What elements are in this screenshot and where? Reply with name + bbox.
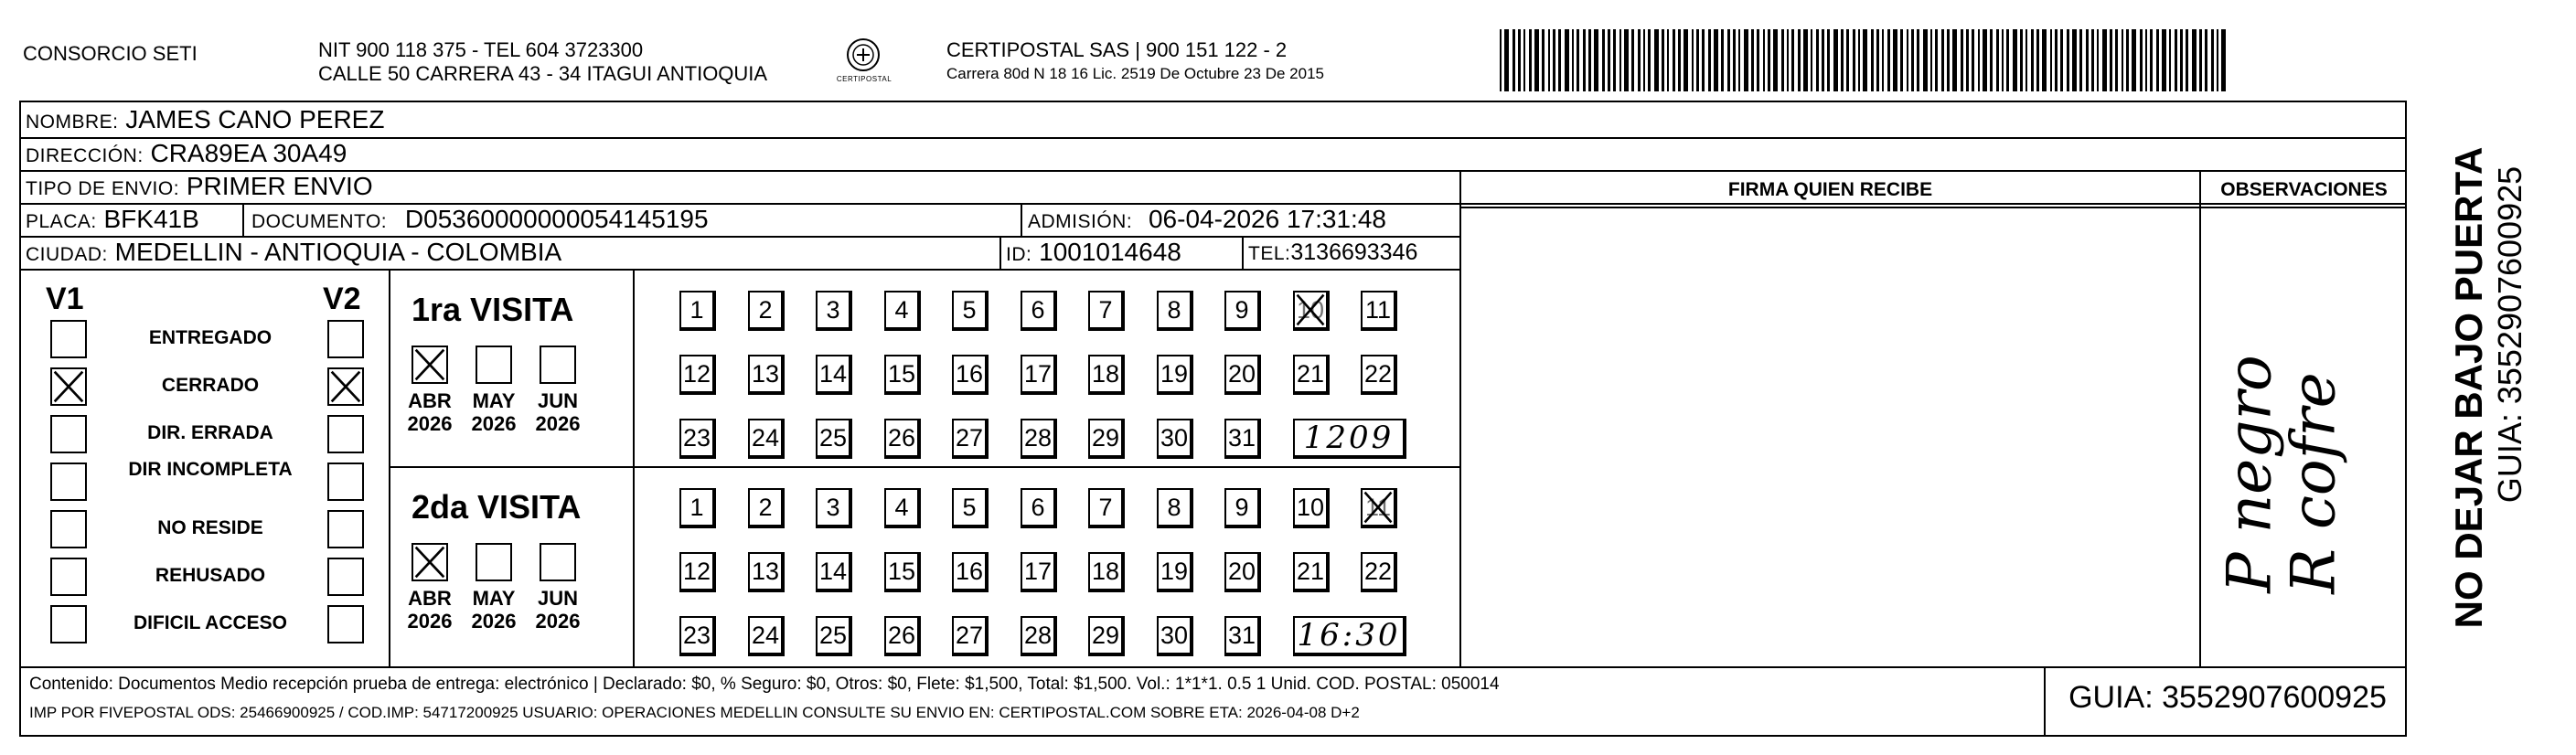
day-checkbox[interactable] <box>816 616 852 656</box>
day-number: 19 <box>1160 360 1189 388</box>
day-checkbox[interactable] <box>1157 616 1193 656</box>
day-checkbox[interactable] <box>1088 355 1125 395</box>
visit-title: 2da VISITA <box>412 488 582 526</box>
day-checkbox[interactable] <box>1157 355 1193 395</box>
day-checkbox[interactable] <box>679 291 716 331</box>
v1-checkbox[interactable] <box>50 463 87 501</box>
v1-checkbox[interactable] <box>50 415 87 453</box>
month-label: ABR 2026 <box>407 389 453 435</box>
day-checkbox[interactable] <box>1157 552 1193 592</box>
barcode <box>1500 29 2229 91</box>
day-number: 10 <box>1296 494 1325 521</box>
day-number: 30 <box>1160 424 1189 452</box>
day-checkbox[interactable] <box>1361 355 1397 395</box>
day-number: 15 <box>887 558 916 585</box>
day-checkbox[interactable] <box>748 616 785 656</box>
status-label: DIR INCOMPLETA <box>128 459 293 480</box>
id-label: ID: <box>1006 244 1032 265</box>
recipient-name: JAMES CANO PEREZ <box>125 105 385 133</box>
day-checkbox[interactable] <box>748 552 785 592</box>
city-field <box>26 236 561 271</box>
day-number: 29 <box>1091 622 1120 649</box>
day-checkbox[interactable] <box>1293 488 1330 528</box>
type-field <box>26 170 373 206</box>
day-number: 7 <box>1098 494 1113 521</box>
month-checkbox[interactable] <box>540 346 576 384</box>
day-checkbox[interactable] <box>816 291 852 331</box>
day-checkbox[interactable] <box>1293 552 1330 592</box>
v2-checkbox[interactable] <box>327 415 364 453</box>
day-checkbox[interactable] <box>884 419 921 459</box>
day-checkbox[interactable] <box>816 355 852 395</box>
no-leave-under-door: NO DEJAR BAJO PUERTA <box>2447 146 2490 629</box>
day-number: 21 <box>1296 360 1325 388</box>
day-checkbox[interactable] <box>952 355 989 395</box>
day-number: 20 <box>1227 360 1256 388</box>
imp-line: IMP POR FIVEPOSTAL ODS: 25466900925 / COD.IMP: 54717200925 USUARIO: OPERACIONES MEDELLIN CONSULTE SU ENVIO EN: CERTIPOSTAL.COM SOBRE ETA: 2026-04-08 D+2 <box>29 704 1360 721</box>
plate-field <box>26 203 199 239</box>
day-number: 18 <box>1091 558 1120 585</box>
day-number: 11 <box>1364 296 1392 324</box>
day-checkbox[interactable] <box>1021 616 1057 656</box>
day-number: 6 <box>1031 296 1045 324</box>
day-checkbox[interactable] <box>952 488 989 528</box>
day-number: 14 <box>818 360 848 388</box>
nit-line: NIT 900 118 375 - TEL 604 3723300 <box>318 38 644 61</box>
month-checkbox[interactable] <box>476 346 512 384</box>
day-number: 31 <box>1227 424 1256 452</box>
v2-checkbox[interactable] <box>327 367 364 406</box>
day-number: 17 <box>1023 558 1053 585</box>
day-number: 13 <box>751 558 780 585</box>
v1-checkbox[interactable] <box>50 320 87 358</box>
time-box[interactable] <box>1293 419 1406 459</box>
day-number: 10 <box>1296 296 1325 324</box>
side-guia: GUIA: 3552907600925 <box>2491 165 2528 504</box>
day-checkbox[interactable] <box>679 488 716 528</box>
month-checkbox[interactable] <box>412 543 448 581</box>
plate-label: PLACA: <box>26 211 97 232</box>
day-checkbox[interactable] <box>1157 291 1193 331</box>
signature-header: FIRMA QUIEN RECIBE <box>1727 179 1933 200</box>
plate-value: BFK41B <box>103 205 199 233</box>
document-value: D05360000000054145195 <box>404 205 709 233</box>
day-checkbox[interactable] <box>884 488 921 528</box>
day-number: 4 <box>894 296 909 324</box>
day-checkbox[interactable] <box>952 616 989 656</box>
license-line: Carrera 80d N 18 16 Lic. 2519 De Octubre 23 De 2015 <box>946 65 1324 82</box>
day-checkbox[interactable] <box>1224 355 1261 395</box>
day-number: 24 <box>751 622 780 649</box>
day-number: 22 <box>1363 558 1393 585</box>
handwritten-time: 1209 <box>1303 420 1395 456</box>
day-number: 5 <box>962 296 977 324</box>
day-number: 8 <box>1167 494 1181 521</box>
city-value: MEDELLIN - ANTIOQUIA - COLOMBIA <box>114 238 562 266</box>
day-checkbox[interactable] <box>1088 419 1125 459</box>
status-label: NO RESIDE <box>157 517 263 538</box>
day-checkbox[interactable] <box>1021 355 1057 395</box>
day-number: 20 <box>1227 558 1256 585</box>
day-checkbox[interactable] <box>1021 552 1057 592</box>
day-number: 14 <box>818 558 848 585</box>
day-checkbox[interactable] <box>748 419 785 459</box>
day-number: 1 <box>689 494 704 521</box>
day-checkbox[interactable] <box>816 552 852 592</box>
month-checkbox[interactable] <box>476 543 512 581</box>
day-checkbox[interactable] <box>1157 419 1193 459</box>
name-label: NOMBRE: <box>26 112 119 133</box>
logo-text: CERTIPOSTAL <box>836 75 893 83</box>
company-name: CONSORCIO SETI <box>23 42 198 65</box>
type-label: TIPO DE ENVIO: <box>26 178 180 199</box>
x-mark-icon <box>1363 490 1394 525</box>
status-label: DIFICIL ACCESO <box>133 612 287 633</box>
id-value: 1001014648 <box>1039 238 1181 266</box>
document-label: DOCUMENTO: <box>251 211 388 232</box>
day-number: 25 <box>818 622 848 649</box>
day-checkbox[interactable] <box>748 291 785 331</box>
v1-checkbox[interactable] <box>50 367 87 406</box>
day-number: 26 <box>887 424 916 452</box>
month-checkbox[interactable] <box>540 543 576 581</box>
v2-label: V2 <box>323 282 361 316</box>
day-number: 27 <box>955 622 984 649</box>
day-number: 24 <box>751 424 780 452</box>
day-checkbox[interactable] <box>1224 552 1261 592</box>
day-checkbox[interactable] <box>884 291 921 331</box>
day-checkbox[interactable] <box>679 552 716 592</box>
day-checkbox[interactable] <box>884 616 921 656</box>
v1-label: V1 <box>46 282 84 316</box>
day-number: 6 <box>1031 494 1045 521</box>
day-number: 16 <box>955 558 984 585</box>
day-number: 17 <box>1023 360 1053 388</box>
address-label: DIRECCIÓN: <box>26 145 144 166</box>
day-number: 8 <box>1167 296 1181 324</box>
day-checkbox[interactable] <box>1293 355 1330 395</box>
v2-checkbox[interactable] <box>327 320 364 358</box>
admission-field <box>1028 203 1386 239</box>
day-checkbox[interactable] <box>748 355 785 395</box>
x-mark-icon <box>329 369 362 404</box>
day-checkbox[interactable] <box>1088 552 1125 592</box>
day-checkbox[interactable] <box>1224 419 1261 459</box>
day-number: 9 <box>1235 494 1249 521</box>
day-number: 18 <box>1091 360 1120 388</box>
day-number: 26 <box>887 622 916 649</box>
day-checkbox[interactable] <box>816 419 852 459</box>
v2-checkbox[interactable] <box>327 510 364 548</box>
x-mark-icon <box>413 545 446 580</box>
side-text <box>2414 128 2528 640</box>
day-checkbox[interactable] <box>1361 291 1397 331</box>
day-number: 2 <box>758 494 773 521</box>
day-checkbox[interactable] <box>1088 616 1125 656</box>
month-label: JUN 2026 <box>535 389 581 435</box>
id-field <box>1006 236 1181 271</box>
day-number: 4 <box>894 494 909 521</box>
day-number: 1 <box>689 296 704 324</box>
day-checkbox[interactable] <box>884 355 921 395</box>
x-mark-icon <box>52 369 85 404</box>
handwritten-time: 16:30 <box>1297 617 1401 654</box>
day-number: 30 <box>1160 622 1189 649</box>
address-field <box>26 137 347 173</box>
day-checkbox[interactable] <box>884 552 921 592</box>
v1-checkbox[interactable] <box>50 510 87 548</box>
day-number: 19 <box>1160 558 1189 585</box>
day-checkbox[interactable] <box>679 355 716 395</box>
address-line: CALLE 50 CARRERA 43 - 34 ITAGUI ANTIOQUIA <box>318 62 768 85</box>
day-number: 3 <box>826 296 840 324</box>
day-checkbox[interactable] <box>1021 291 1057 331</box>
tel-value: 3136693346 <box>1290 239 1418 265</box>
recipient-address: CRA89EA 30A49 <box>150 139 347 167</box>
day-number: 9 <box>1235 296 1249 324</box>
day-checkbox[interactable] <box>748 488 785 528</box>
month-label: ABR 2026 <box>407 587 453 633</box>
contents-line: Contenido: Documentos Medio recepción prueba de entrega: electrónico | Declarado: $0, % Seguro: $0, Otros: $0, Flete: $1,500, Total: $1,500. Vol.: 1*1*1. 0.5 1 Unid. COD. POSTAL: 050014 <box>29 675 1500 694</box>
x-mark-icon <box>413 347 446 382</box>
day-checkbox[interactable] <box>1361 552 1397 592</box>
day-checkbox[interactable] <box>1088 488 1125 528</box>
day-checkbox[interactable] <box>816 488 852 528</box>
day-number: 29 <box>1091 424 1120 452</box>
v2-checkbox[interactable] <box>327 605 364 643</box>
day-number: 28 <box>1023 424 1053 452</box>
time-box[interactable] <box>1293 616 1406 656</box>
status-label: ENTREGADO <box>148 327 273 348</box>
day-number: 12 <box>682 558 711 585</box>
observations-header: OBSERVACIONES <box>2220 179 2388 200</box>
day-number: 25 <box>818 424 848 452</box>
tel-label: TEL: <box>1248 243 1291 264</box>
city-label: CIUDAD: <box>26 244 108 265</box>
day-number: 11 <box>1364 494 1392 521</box>
visit-title: 1ra VISITA <box>412 291 574 328</box>
day-number: 22 <box>1363 360 1393 388</box>
name-field <box>26 103 384 139</box>
document-field <box>251 203 709 239</box>
month-label: MAY 2026 <box>471 587 517 633</box>
day-number: 28 <box>1023 622 1053 649</box>
day-checkbox[interactable] <box>1224 616 1261 656</box>
day-number: 12 <box>682 360 711 388</box>
day-number: 31 <box>1227 622 1256 649</box>
status-label: CERRADO <box>161 375 260 396</box>
status-label: REHUSADO <box>155 565 266 586</box>
day-checkbox[interactable] <box>1088 291 1125 331</box>
day-number: 13 <box>751 360 780 388</box>
day-checkbox[interactable] <box>1021 488 1057 528</box>
day-number: 27 <box>955 424 984 452</box>
day-number: 3 <box>826 494 840 521</box>
observation-note-2: R cofre <box>2278 372 2349 594</box>
day-checkbox[interactable] <box>952 419 989 459</box>
certipostal-logo-icon <box>832 35 896 99</box>
day-number: 2 <box>758 296 773 324</box>
day-checkbox[interactable] <box>1293 291 1330 331</box>
x-mark-icon <box>1295 292 1326 327</box>
day-number: 7 <box>1098 296 1113 324</box>
day-checkbox[interactable] <box>679 616 716 656</box>
v2-checkbox[interactable] <box>327 463 364 501</box>
day-number: 5 <box>962 494 977 521</box>
certipostal-line: CERTIPOSTAL SAS | 900 151 122 - 2 <box>946 38 1288 61</box>
day-number: 15 <box>887 360 916 388</box>
certipostal-logo <box>832 35 896 99</box>
month-checkbox[interactable] <box>412 346 448 384</box>
shipment-type: PRIMER ENVIO <box>186 172 373 200</box>
day-checkbox[interactable] <box>952 552 989 592</box>
day-number: 23 <box>682 622 711 649</box>
admission-value: 06-04-2026 17:31:48 <box>1148 205 1386 233</box>
day-checkbox[interactable] <box>1224 488 1261 528</box>
day-checkbox[interactable] <box>679 419 716 459</box>
admission-label: ADMISIÓN: <box>1028 211 1133 232</box>
v1-checkbox[interactable] <box>50 558 87 596</box>
day-checkbox[interactable] <box>1361 488 1397 528</box>
day-number: 23 <box>682 424 711 452</box>
month-label: MAY 2026 <box>471 389 517 435</box>
tel-field <box>1248 236 1417 271</box>
guia-box: GUIA: 3552907600925 <box>2068 680 2387 715</box>
day-number: 16 <box>955 360 984 388</box>
day-number: 21 <box>1296 558 1325 585</box>
day-checkbox[interactable] <box>1157 488 1193 528</box>
observation-note-1: P negro <box>2214 355 2285 593</box>
day-checkbox[interactable] <box>1224 291 1261 331</box>
day-checkbox[interactable] <box>952 291 989 331</box>
v1-checkbox[interactable] <box>50 605 87 643</box>
status-label: DIR. ERRADA <box>147 422 273 443</box>
day-checkbox[interactable] <box>1021 419 1057 459</box>
v2-checkbox[interactable] <box>327 558 364 596</box>
month-label: JUN 2026 <box>535 587 581 633</box>
